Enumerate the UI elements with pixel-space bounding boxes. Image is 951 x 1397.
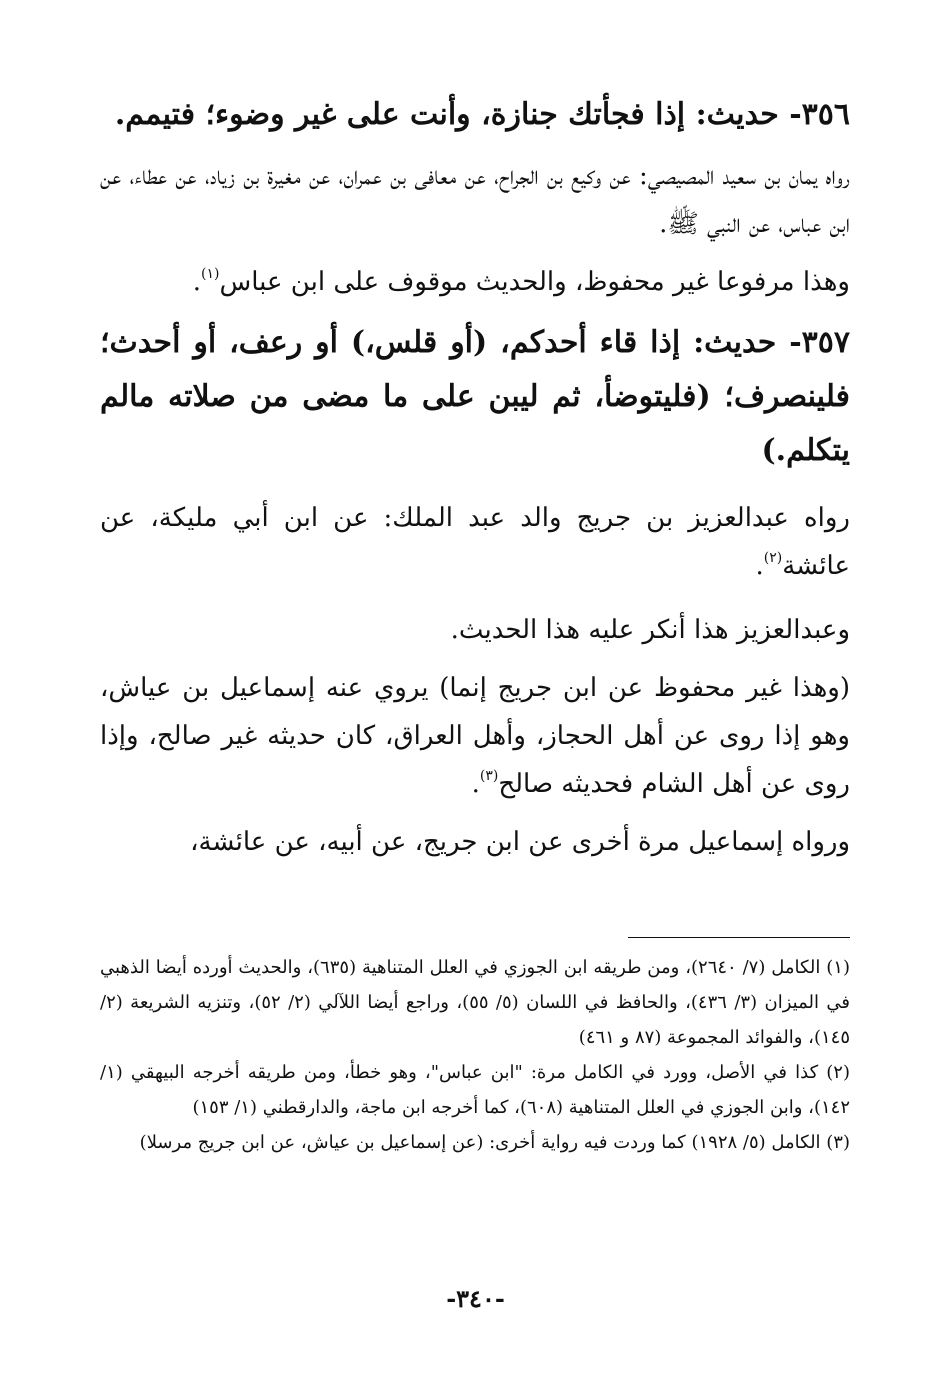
footnote-ref-3: (٣): [479, 768, 499, 784]
footnote-1: (١) الكامل (٧/ ٢٦٤٠)، ومن طريقه ابن الجوزي في العلل المتناهية (٦٣٥)، والحديث أورده أيضا الذهبي في الميزان (٣/ ٤٣٦)، والحافظ في اللسان (٥/ ٥٥)، وراجع أيضا اللآلي (٢/ ٥٢)، وتنزيه الشريعة (٢/ ١٤٥)، والفوائد المجموعة (٨٧ و ٤٦١): [100, 957, 850, 1048]
hadith-357-other-narration: ورواه إسماعيل مرة أخرى عن ابن جريج، عن أبيه، عن عائشة،: [190, 827, 850, 857]
hadith-356-comment-text: وهذا مرفوعا غير محفوظ، والحديث موقوف على ابن عباس: [219, 267, 850, 297]
hadith-356-narration: رواه يمان بن سعيد المصيصي: عن وكيع بن الجراح، عن معافى بن عمران، عن مغيرة بن زياد، عن عطاء، عن ابن عباس، عن النبي ﷺ.: [100, 161, 850, 239]
footnote-3: (٣) الكامل (٥/ ١٩٢٨) كما وردت فيه رواية أخرى: (عن إسماعيل بن عياش، عن ابن جريج مرسلا): [139, 1132, 850, 1153]
hadith-357-analysis-text: (وهذا غير محفوظ عن ابن جريج إنما) يروي عنه إسماعيل بن عياش، وهو إذا روى عن أهل الحجاز، وأهل العراق، كان حديثه غير صالح، وإذا روى عن أهل الشام فحديثه صالح: [100, 673, 851, 799]
hadith-357-analysis: [100, 664, 850, 808]
footnote-divider: [628, 937, 850, 938]
page-number: -٣٤٠-: [446, 1284, 505, 1313]
hadith-356-comment-end: .: [192, 267, 202, 297]
hadith-357-narration: [100, 494, 850, 590]
footnotes: [100, 950, 850, 1160]
hadith-357-narration-text: رواه عبدالعزيز بن جريج والد عبد الملك: عن ابن أبي مليكة، عن عائشة: [100, 503, 850, 581]
hadith-357-narration-end: .: [755, 551, 764, 581]
footnote-2: (٢) كذا في الأصل، وورد في الكامل مرة: "ابن عباس"، وهو خطأ، ومن طريقه أخرجه البيهقي (١/ ١٤٢)، وابن الجوزي في العلل المتناهية (٦٠٨)، كما أخرجه ابن ماجة، والدارقطني (١/ ١٥٣): [100, 1062, 850, 1118]
footnote-ref-1: (١): [201, 266, 220, 282]
hadith-357-comment: وعبدالعزيز هذا أنكر عليه هذا الحديث.: [450, 615, 850, 645]
footnote-ref-2: (٢): [763, 550, 783, 566]
hadith-357-title: ٣٥٧- حديث: إذا قاء أحدكم، (أو قلس،) أو رعف، أو أحدث؛ فلينصرف؛ (فليتوضأ، ثم ليبن على ما مضى من صلاته مالم يتكلم.): [100, 325, 850, 468]
hadith-357-analysis-end: .: [471, 769, 480, 799]
hadith-356-title: ٣٥٦- حديث: إذا فجأتك جنازة، وأنت على غير وضوء؛ فتيمم.: [114, 97, 850, 132]
main-text: [100, 88, 850, 876]
hadith-356-comment: [100, 258, 850, 306]
